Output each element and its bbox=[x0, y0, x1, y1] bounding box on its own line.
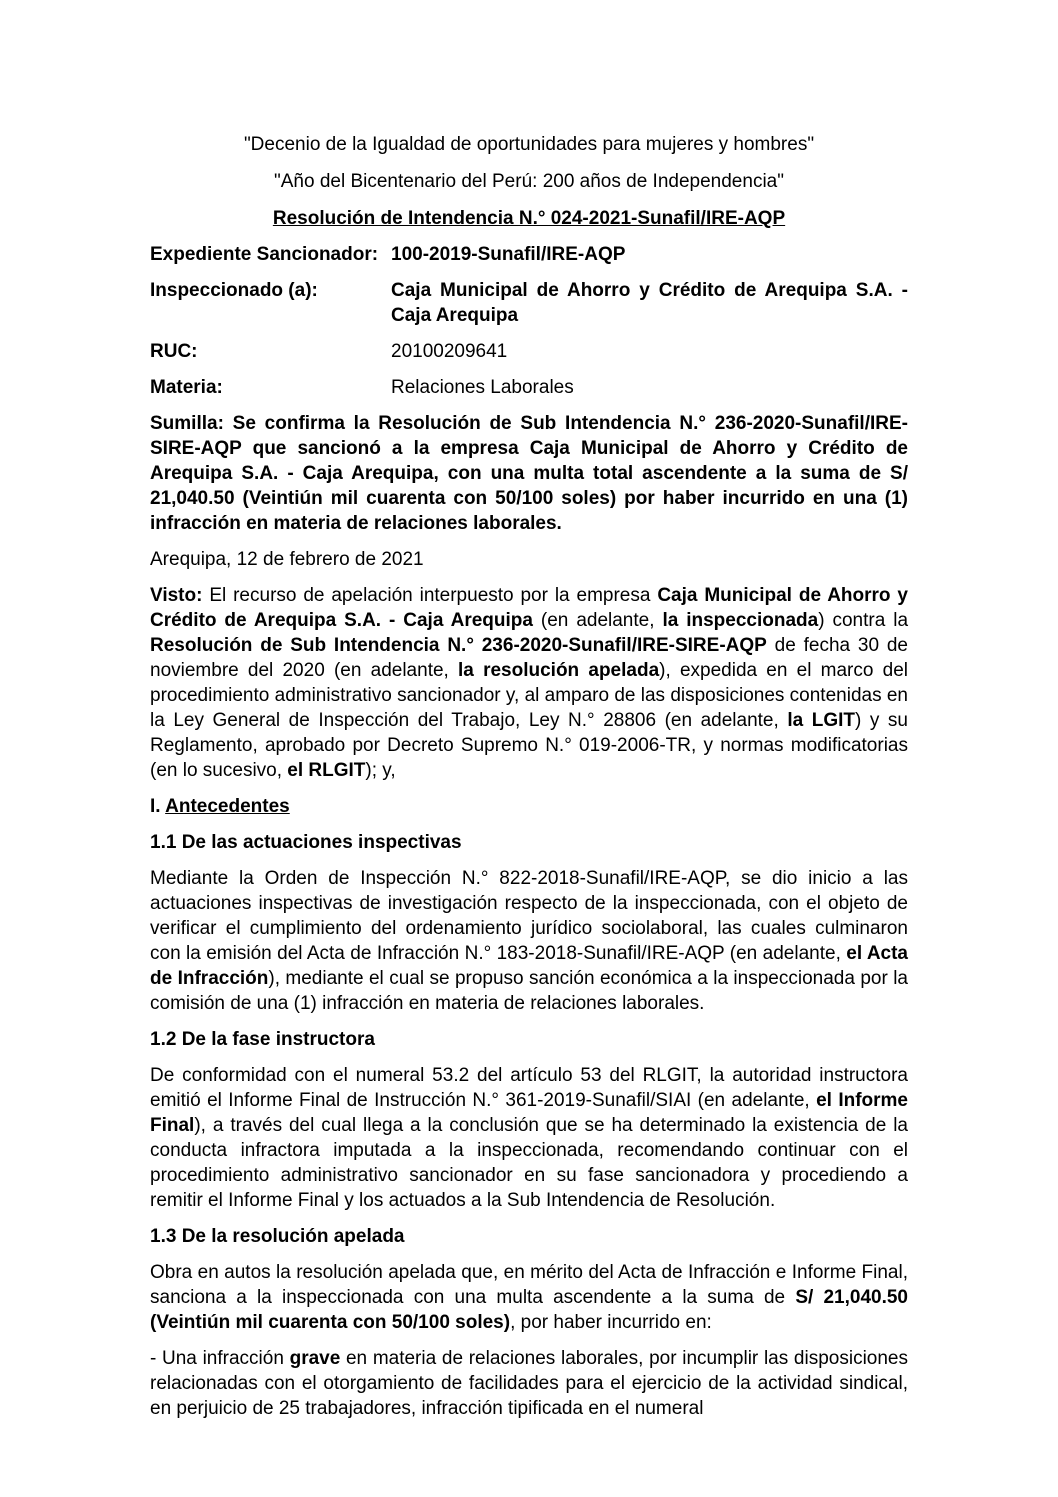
meta-label: Materia: bbox=[150, 377, 223, 398]
meta-expediente bbox=[150, 242, 908, 267]
visto-paragraph: Visto: El recurso de apelación interpuesto por la empresa Caja Municipal de Ahorro y Crédito de Arequipa S.A. - Caja Arequipa (en adelante, la inspeccionada) contra la Resolución de Sub Intendencia N.° 236-2020-Sunafil/IRE-SIRE-AQP de fecha 30 de noviembre del 2020 (en adelante, la resolución apelada), expedida en el marco del procedimiento administrativo sancionador y, al amparo de las disposiciones contenidas en la Ley General de Inspección del Trabajo, Ley N.° 28806 (en adelante, la LGIT) y su Reglamento, aprobado por Decreto Supremo N.° 019-2006-TR, y normas modificatorias (en lo sucesivo, el RLGIT); y, bbox=[150, 585, 909, 781]
meta-label: Expediente Sancionador: bbox=[150, 244, 379, 265]
meta-ruc bbox=[150, 339, 908, 364]
date-line: Arequipa, 12 de febrero de 2021 bbox=[150, 549, 424, 570]
meta-value: 100-2019-Sunafil/IRE-AQP bbox=[391, 244, 626, 265]
meta-materia bbox=[150, 375, 908, 400]
meta-value: Relaciones Laborales bbox=[391, 377, 574, 398]
visto-label: Visto: bbox=[150, 585, 203, 606]
subsection-1-3-paragraph: Obra en autos la resolución apelada que, en mérito del Acta de Infracción e Informe Final, sanciona a la inspeccionada con una multa ascendente a la suma de S/ 21,040.50 (Veintiún mil cuarenta con 50/100 soles), por haber incurrido en: bbox=[150, 1262, 908, 1333]
infraccion-list-item: - Una infracción grave en materia de relaciones laborales, por incumplir las disposiciones relacionadas con el otorgamiento de facilidades para el ejercicio de la actividad sindical, en perjuicio de 25 trabajadores, infracción tipificada en el numeral bbox=[150, 1348, 908, 1419]
anio-heading: "Año del Bicentenario del Perú: 200 años de Independencia" bbox=[274, 171, 784, 192]
section-antecedentes-heading: I. Antecedentes bbox=[150, 796, 290, 817]
meta-inspeccionado bbox=[150, 278, 908, 328]
subsection-1-3-heading: 1.3 De la resolución apelada bbox=[150, 1226, 405, 1247]
decenio-heading: "Decenio de la Igualdad de oportunidades para mujeres y hombres" bbox=[243, 134, 815, 155]
subsection-1-1-paragraph: Mediante la Orden de Inspección N.° 822-2018-Sunafil/IRE-AQP, se dio inicio a las actuaciones inspectivas de investigación respecto de la inspeccionada, con el objeto de verificar el cumplimiento del ordenamiento jurídico sociolaboral, las cuales culminaron con la emisión del Acta de Infracción N.° 183-2018-Sunafil/IRE-AQP (en adelante, el Acta de Infracción), mediante el cual se propuso sanción económica a la inspeccionada por la comisión de una (1) infracción en materia de relaciones laborales. bbox=[150, 868, 908, 1014]
resolution-title: Resolución de Intendencia N.° 024-2021-Sunafil/IRE-AQP bbox=[272, 208, 786, 229]
subsection-1-2-paragraph: De conformidad con el numeral 53.2 del artículo 53 del RLGIT, la autoridad instructora emitió el Informe Final de Instrucción N.° 361-2019-Sunafil/SIAI (en adelante, el Informe Final), a través del cual llega a la conclusión que se ha determinado la existencia de la conducta infractora imputada a la inspeccionada, recomendando continuar con el procedimiento administrativo sancionador en su fase sancionadora y procediendo a remitir el Informe Final y los actuados a la Sub Intendencia de Resolución. bbox=[150, 1065, 908, 1211]
meta-label: Inspeccionado (a): bbox=[150, 280, 318, 301]
meta-label: RUC: bbox=[150, 341, 198, 362]
subsection-1-1-heading: 1.1 De las actuaciones inspectivas bbox=[150, 832, 462, 853]
sumilla-paragraph: Sumilla: Se confirma la Resolución de Sub Intendencia N.° 236-2020-Sunafil/IRE-SIRE-AQP que sancionó a la empresa Caja Municipal de Ahorro y Crédito de Arequipa S.A. - Caja Arequipa, con una multa total ascendente a la suma de S/ 21,040.50 (Veintiún mil cuarenta con 50/100 soles) por haber incurrido en una (1) infracción en materia de relaciones laborales. bbox=[150, 413, 908, 534]
subsection-1-2-heading: 1.2 De la fase instructora bbox=[150, 1029, 375, 1050]
meta-value: Caja Municipal de Ahorro y Crédito de Arequipa S.A. - Caja Arequipa bbox=[391, 280, 908, 326]
meta-value: 20100209641 bbox=[391, 341, 508, 362]
